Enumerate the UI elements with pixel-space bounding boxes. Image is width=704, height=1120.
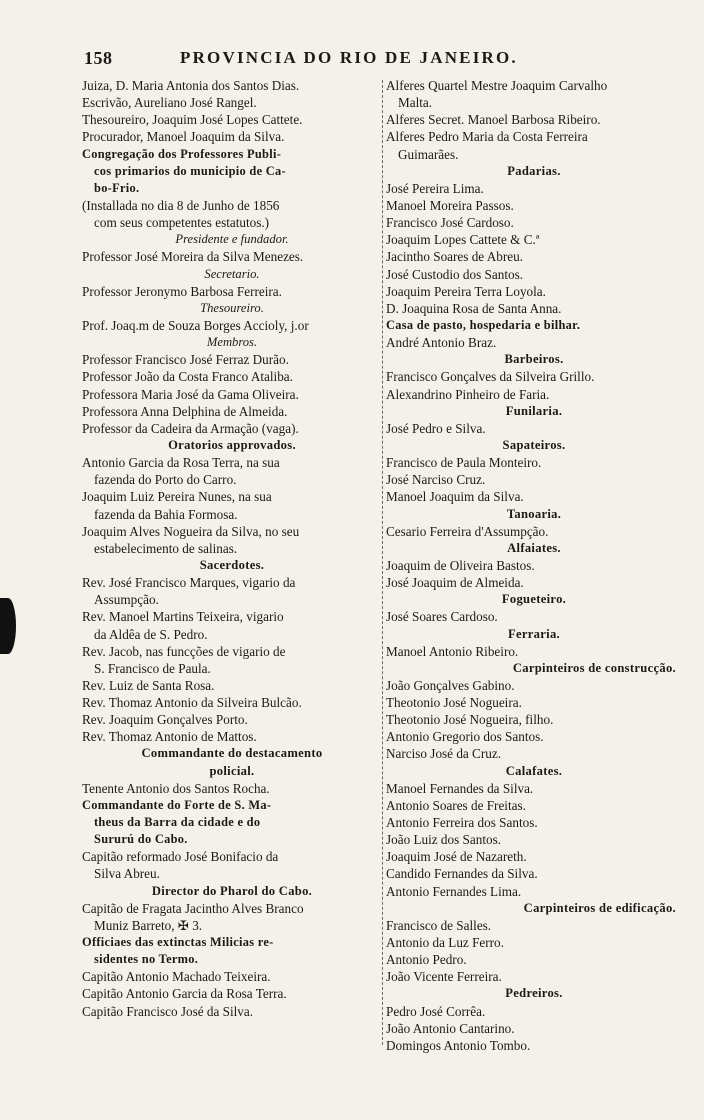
left-entry-continuation: S. Francisco de Paula. <box>94 660 211 676</box>
right-section-heading: Tanoaria. <box>506 506 562 521</box>
right-entry: José Pereira Lima. <box>386 180 484 196</box>
left-entry-continuation: da Aldêa de S. Pedro. <box>94 626 208 642</box>
right-entry: João Luiz dos Santos. <box>386 832 502 848</box>
right-entry: Cesario Ferreira d'Assumpção. <box>386 523 549 539</box>
left-section-heading: policial. <box>209 763 255 778</box>
right-entry: Joaquim José de Nazareth. <box>386 849 527 865</box>
right-entry: Alferes Quartel Mestre Joaquim Carvalho <box>386 78 608 93</box>
right-section-heading: Casa de pasto, hospedaria e bilhar. <box>386 317 581 332</box>
left-entry: Professor João da Costa Franco Ataliba. <box>82 369 293 385</box>
left-section-heading: Commandante do Forte de S. Ma- <box>82 797 272 812</box>
left-entry: Professora Anna Delphina de Almeida. <box>82 403 288 419</box>
left-entry-continuation: com seus competentes estatutos.) <box>94 215 270 231</box>
left-entry: Professor Francisco José Ferraz Durão. <box>82 352 289 368</box>
right-entry: Francisco Gonçalves da Silveira Grillo. <box>386 369 595 385</box>
right-entry: Theotonio José Nogueira, filho. <box>386 712 554 728</box>
right-section-heading: Fogueteiro. <box>501 592 567 607</box>
right-entry: D. Joaquina Rosa de Santa Anna. <box>386 300 562 316</box>
right-entry: Antonio Fernandes Lima. <box>386 883 522 899</box>
right-section-heading: Alfaiates. <box>507 540 561 555</box>
right-section-heading: Ferraria. <box>508 626 560 641</box>
right-entry: Francisco José Cardoso. <box>386 215 514 231</box>
right-section-heading: Funilaria. <box>505 403 563 418</box>
right-entry: Joaquim Pereira Terra Loyola. <box>386 283 546 299</box>
left-entry: Capitão Francisco José da Silva. <box>82 1003 254 1019</box>
left-section-heading: Congregação dos Professores Publi- <box>82 146 282 161</box>
right-entry: Antonio Soares de Freitas. <box>386 797 526 813</box>
left-entry-continuation: fazenda da Bahia Formosa. <box>94 506 238 522</box>
right-section-heading: Carpinteiros de construcção. <box>512 660 676 675</box>
right-entry: Manoel Fernandes da Silva. <box>386 780 534 796</box>
left-entry: Professor José Moreira da Silva Menezes. <box>82 249 304 265</box>
right-section-heading: Sapateiros. <box>502 437 566 452</box>
right-entry: Antonio Gregorio dos Santos. <box>386 729 544 745</box>
right-entry: Manoel Moreira Passos. <box>386 197 514 213</box>
right-entry: Alferes Pedro Maria da Costa Ferreira <box>386 129 588 145</box>
left-entry: Capitão Antonio Garcia da Rosa Terra. <box>82 986 287 1002</box>
right-section-heading: Barbeiros. <box>504 352 564 367</box>
column-divider <box>382 80 383 1045</box>
left-entry: Rev. Manoel Martins Teixeira, vigario <box>82 609 284 625</box>
right-entry: José Joaquim de Almeida. <box>386 575 524 591</box>
left-section-heading: Commandante do destacamento <box>141 746 323 761</box>
left-entry: Rev. Joaquim Gonçalves Porto. <box>82 712 248 728</box>
left-role-label: Membros. <box>206 335 258 350</box>
left-entry: Rev. José Francisco Marques, vigario da <box>82 575 296 591</box>
right-entry: Joaquim Lopes Cattete & C.ª <box>386 232 540 248</box>
left-entry: Joaquim Luiz Pereira Nunes, na sua <box>82 489 272 505</box>
left-entry: Joaquim Alves Nogueira da Silva, no seu <box>82 523 300 539</box>
left-entry: Professor da Cadeira da Armação (vaga). <box>82 420 299 436</box>
left-entry: Rev. Luiz de Santa Rosa. <box>82 677 215 693</box>
left-column <box>82 77 382 1020</box>
page-number: 158 <box>84 48 113 68</box>
right-entry: João Vicente Ferreira. <box>386 969 502 985</box>
left-entry: (Installada no dia 8 de Junho de 1856 <box>82 197 280 213</box>
right-entry: João Antonio Cantarino. <box>386 1020 515 1036</box>
right-entry: Antonio da Luz Ferro. <box>386 935 504 951</box>
left-role-label: Secretario. <box>204 266 260 281</box>
right-entry: José Narciso Cruz. <box>386 472 486 488</box>
left-section-heading: theus da Barra da cidade e do <box>94 815 261 830</box>
left-entry: Capitão reformado José Bonifacio da <box>82 849 279 865</box>
left-entry: Tenente Antonio dos Santos Rocha. <box>82 780 270 796</box>
left-section-heading: Director do Pharol do Cabo. <box>151 883 313 898</box>
ink-blot <box>0 598 16 654</box>
left-section-heading: sidentes no Termo. <box>94 952 199 967</box>
right-entry-continuation: Malta. <box>398 95 433 111</box>
right-entry: José Custodio dos Santos. <box>386 266 524 282</box>
right-entry: Manoel Joaquim da Silva. <box>386 489 524 505</box>
right-entry-continuation: Guimarães. <box>398 146 459 162</box>
left-role-label: Presidente e fundador. <box>175 232 289 247</box>
right-entry: Alexandrino Pinheiro de Faria. <box>386 386 550 402</box>
right-entry: Theotonio José Nogueira. <box>386 695 522 711</box>
right-section-heading: Pedreiros. <box>505 986 563 1001</box>
left-entry: Professor Jeronymo Barbosa Ferreira. <box>82 283 282 299</box>
right-entry: Antonio Ferreira dos Santos. <box>386 815 538 831</box>
left-section-heading: cos primarios do municipio de Ca- <box>94 163 286 178</box>
left-entry: Escrivão, Aureliano José Rangel. <box>82 95 257 111</box>
right-entry: Manoel Antonio Ribeiro. <box>386 643 519 659</box>
right-entry: André Antonio Braz. <box>386 335 497 351</box>
left-entry: Capitão de Fragata Jacintho Alves Branco <box>82 900 304 916</box>
left-section-heading: Oratorios approvados. <box>168 437 296 452</box>
right-entry: Antonio Pedro. <box>386 952 467 968</box>
left-entry-continuation: fazenda do Porto do Carro. <box>94 472 237 488</box>
right-entry: Domingos Antonio Tombo. <box>386 1037 531 1053</box>
left-role-label: Thesoureiro. <box>200 300 264 315</box>
left-section-heading: Sacerdotes. <box>199 557 265 572</box>
left-entry-continuation: Muniz Barreto, ✠ 3. <box>94 917 203 933</box>
left-entry: Capitão Antonio Machado Teixeira. <box>82 969 271 985</box>
right-entry: Alferes Secret. Manoel Barbosa Ribeiro. <box>386 112 601 128</box>
right-entry: Candido Fernandes da Silva. <box>386 866 538 882</box>
right-entry: Joaquim de Oliveira Bastos. <box>386 557 535 573</box>
right-section-heading: Calafates. <box>505 763 563 778</box>
right-column <box>386 77 682 1054</box>
left-entry: Antonio Garcia da Rosa Terra, na sua <box>82 455 280 471</box>
left-section-heading: Sururú do Cabo. <box>94 832 188 847</box>
left-entry: Rev. Jacob, nas funcções de vigario de <box>82 643 286 659</box>
right-entry: Pedro José Corrêa. <box>386 1003 486 1019</box>
left-entry: Professora Maria José da Gama Oliveira. <box>82 386 299 402</box>
left-section-heading: bo-Frio. <box>94 180 140 195</box>
left-entry-continuation: estabelecimento de salinas. <box>94 540 238 556</box>
left-entry: Prof. Joaq.m de Souza Borges Accioly, j.or <box>82 317 309 333</box>
right-entry: João Gonçalves Gabino. <box>386 677 515 693</box>
right-entry: José Soares Cardoso. <box>386 609 498 625</box>
left-entry: Rev. Thomaz Antonio da Silveira Bulcão. <box>82 695 302 711</box>
left-entry: Juiza, D. Maria Antonia dos Santos Dias. <box>82 78 300 93</box>
right-section-heading: Carpinteiros de edificação. <box>523 900 676 915</box>
page-header <box>84 48 674 72</box>
right-section-heading: Padarias. <box>507 163 561 178</box>
right-entry: Jacintho Soares de Abreu. <box>386 249 523 265</box>
left-entry-continuation: Assumpção. <box>94 592 159 608</box>
right-entry: Narciso José da Cruz. <box>386 746 501 762</box>
right-entry: Francisco de Salles. <box>386 917 492 933</box>
running-title: PROVINCIA DO RIO DE JANEIRO. <box>180 48 518 67</box>
left-entry: Thesoureiro, Joaquim José Lopes Cattete. <box>82 112 303 128</box>
left-section-heading: Officiaes das extinctas Milicias re- <box>82 935 274 950</box>
right-entry: Francisco de Paula Monteiro. <box>386 455 542 471</box>
right-entry: José Pedro e Silva. <box>386 420 486 436</box>
left-entry: Procurador, Manoel Joaquim da Silva. <box>82 129 285 145</box>
left-entry-continuation: Silva Abreu. <box>94 866 160 882</box>
left-entry: Rev. Thomaz Antonio de Mattos. <box>82 729 257 745</box>
